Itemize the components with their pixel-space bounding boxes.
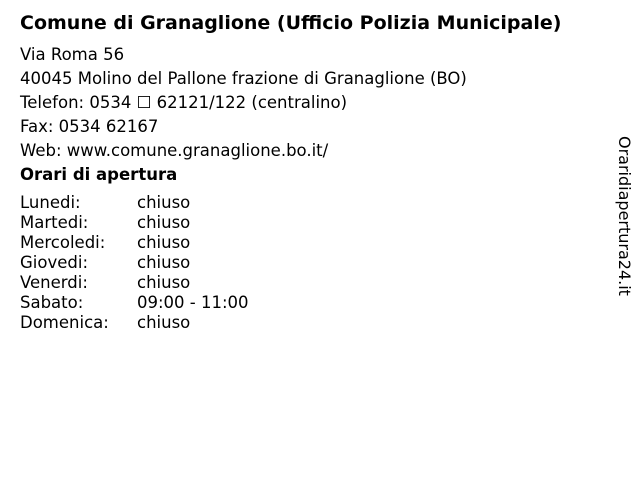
contact-block: [20, 43, 467, 163]
day-hours: chiuso: [137, 313, 191, 332]
day-label: Mercoledi:: [20, 233, 106, 252]
day-hours: chiuso: [137, 253, 191, 272]
day-label: Lunedi:: [20, 193, 81, 212]
day-label: Martedi:: [20, 213, 89, 232]
day-hours: chiuso: [137, 233, 191, 252]
page-title: Comune di Granaglione (Ufficio Polizia Municipale): [20, 12, 562, 34]
day-label: Sabato:: [20, 293, 84, 312]
day-hours: chiuso: [137, 213, 191, 232]
phone-number: Telefon: 0534 ☐ 62121/122 (centralino): [20, 93, 348, 112]
watermark-text: Oraridiapertura24.it: [615, 136, 634, 296]
hours-heading: Orari di apertura: [20, 165, 178, 184]
day-label: Giovedi:: [20, 253, 88, 272]
day-hours: chiuso: [137, 273, 191, 292]
day-label: Venerdi:: [20, 273, 88, 292]
site-watermark: [611, 136, 635, 310]
day-hours: 09:00 - 11:00: [137, 293, 249, 312]
fax-number: Fax: 0534 62167: [20, 117, 159, 136]
street-address: Via Roma 56: [20, 45, 125, 64]
day-label: Domenica:: [20, 313, 109, 332]
day-hours: chiuso: [137, 193, 191, 212]
city-address: 40045 Molino del Pallone frazione di Granaglione (BO): [20, 69, 467, 88]
website: Web: www.comune.granaglione.bo.it/: [20, 141, 329, 160]
